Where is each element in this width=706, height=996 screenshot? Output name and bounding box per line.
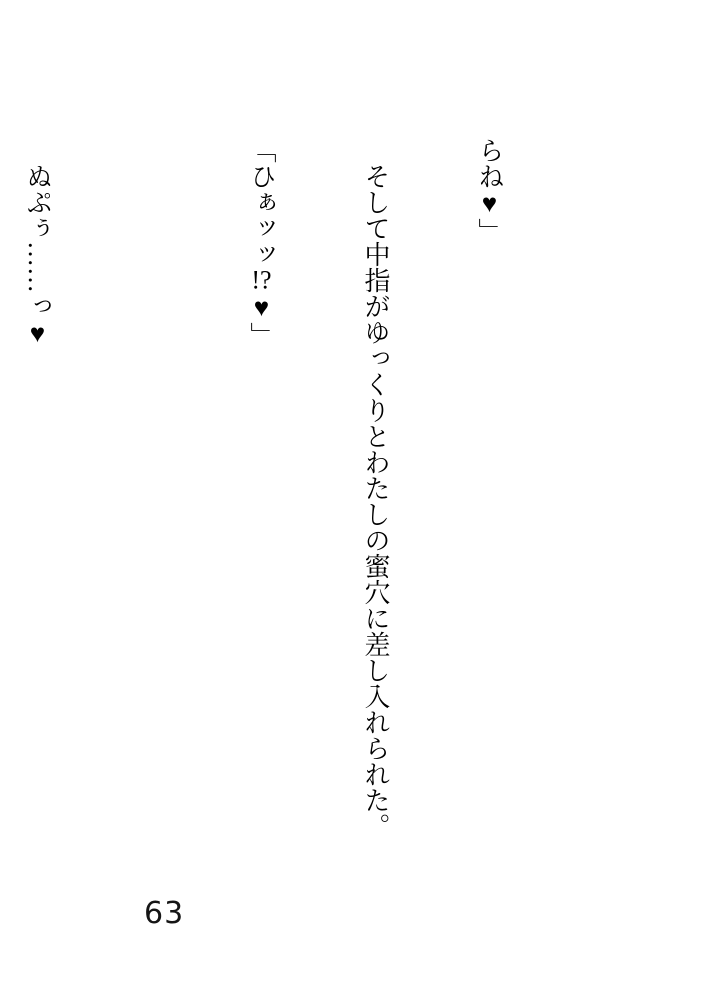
tate-chu-yoko-interrobang: !? [251,267,272,293]
text-line-continuation: らね♥」 [475,137,504,244]
novel-text-block [0,137,584,877]
dialogue-pre: 「ひぁッッ [247,137,276,267]
dialogue-post: ♥」 [247,293,276,348]
text-line-narration: そして中指がゆっくりとわたしの蜜穴に差し入れられた。 [361,137,390,839]
page-number: 63 [144,896,185,931]
text-line-dialogue [242,137,280,877]
blank-line [132,137,166,877]
text-line-sfx: ぬぷぅ……っ♥ [23,137,52,348]
